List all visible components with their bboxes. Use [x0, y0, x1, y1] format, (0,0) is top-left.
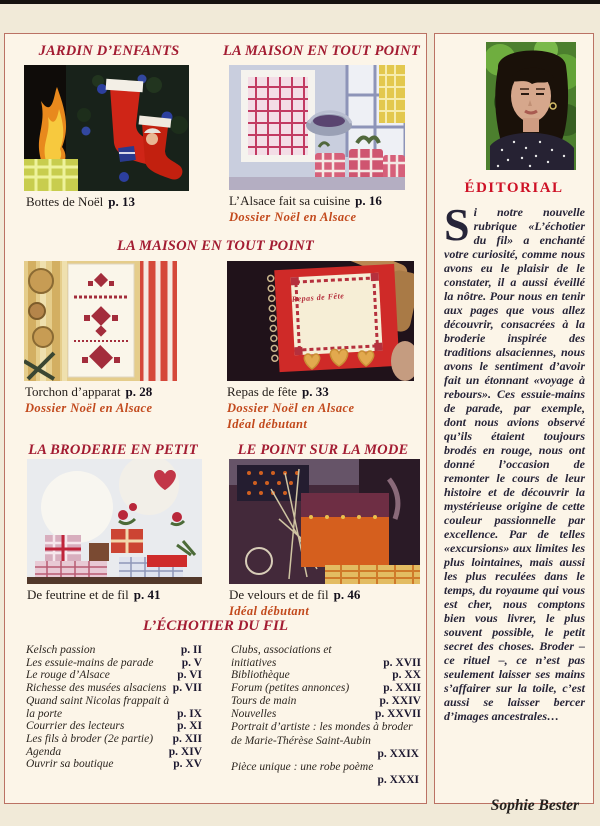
caption-page-number: p. 28	[125, 384, 153, 399]
caption-page-number: p. 13	[108, 194, 135, 209]
section-header-point-sur-la-mode: LE POINT SUR LA MODE	[237, 442, 409, 458]
echotier-list-right	[231, 644, 421, 787]
caption-label: De velours et de fil	[229, 587, 329, 602]
item-label: Le rouge d’Alsace	[26, 669, 110, 682]
item-label: Forum (petites annonces)	[231, 682, 350, 695]
item-page: p. XIV	[168, 745, 202, 758]
caption-label: Bottes de Noël	[26, 194, 104, 209]
list-item	[26, 746, 202, 759]
photo-velvet-bags	[229, 459, 420, 584]
caption-page-number: p. 33	[302, 384, 329, 399]
caption-repas-de-fete	[227, 384, 329, 400]
list-item	[231, 760, 421, 786]
item-page: p. XV	[173, 758, 202, 771]
photo-torchon-apparat	[24, 261, 177, 381]
photo-christmas-stockings	[24, 65, 189, 191]
list-item	[231, 708, 421, 721]
list-item	[231, 720, 421, 760]
item-page: p. XII	[172, 732, 202, 745]
caption-label: De feutrine et de fil	[27, 587, 129, 602]
editorial-text: i notre nouvelle rubrique «L’échotier du fil» a enchanté votre curiosité, comme nous avons eu le plaisir de le constater, il a aussi éveillé la nôtre. Pour nous en tenir aux pages que vous allez découvrir, consacrées à la broderie inspirée des traditions alsaciennes, nous avons le sentiment d’avoir fait un étonnant «voyage à rebours». Ces essuie-mains de parade, par exemple, dont nous avions observé qu’ils étaient toujours brodés en rouge, nous ont donné l’occasion de remonter le cours de leur histoire et de découvrir la mystérieuse origine de cette couleur passionnelle par excellence. Par de telles «excursions» aux limites les plus lointaines, mais aussi les plus reculées dans le temps, du royaume qui vous est cher, nous comptons bien vous livrer, le plus souvent possible, le petit secret des choses. Broder – ce rituel –, ce n’est pas seulement laisser ses mains s’affairer sur la toile, c’est aussi se laisser bercer d’images ancestrales…	[444, 205, 585, 723]
photo-editor-portrait	[486, 42, 576, 170]
alsace-kitchen-illustration	[229, 65, 405, 190]
item-label: Quand saint Nicolas frappait à la porte	[26, 694, 170, 720]
list-item	[26, 758, 202, 771]
item-page: p. VII	[172, 682, 202, 695]
editorial-title: ÉDITORIAL	[464, 180, 564, 196]
section-header-echotier-du-fil: L’ÉCHOTIER DU FIL	[142, 618, 289, 634]
caption-torchon	[25, 384, 152, 400]
caption-label: Torchon d’apparat	[25, 384, 121, 399]
list-item	[231, 695, 421, 708]
festive-meal-book-illustration	[227, 261, 414, 381]
list-item	[26, 657, 202, 670]
section-header-maison-tout-point-2: LA MAISON EN TOUT POINT	[117, 238, 314, 254]
toc-panel	[4, 33, 427, 804]
editorial-signature: Sophie Bester	[490, 797, 579, 814]
editor-portrait-illustration	[486, 42, 576, 170]
item-label: Agenda	[26, 745, 62, 758]
item-page: p. XX	[392, 669, 421, 682]
felt-and-thread-illustration	[27, 459, 202, 584]
item-label: Nouvelles	[231, 707, 277, 720]
item-label: Pièce unique : une robe poème	[231, 761, 374, 774]
caption-velours	[229, 587, 360, 603]
list-item	[26, 733, 202, 746]
velvet-fashion-illustration	[229, 459, 420, 584]
photo-repas-de-fete-book	[227, 261, 414, 381]
section-header-maison-tout-point-1: LA MAISON EN TOUT POINT	[223, 43, 420, 59]
photo-embroidered-title: Repas de Fête	[291, 291, 345, 304]
caption-page-number: p. 46	[333, 587, 361, 602]
item-label: Les essuie-mains de parade	[26, 656, 154, 669]
editorial-panel	[434, 33, 594, 814]
item-label: Bibliothèque	[231, 669, 290, 682]
item-page: p. V	[181, 656, 202, 669]
item-page: p. IX	[177, 707, 202, 720]
item-page: p. XVII	[383, 656, 421, 669]
item-label: Tours de main	[231, 694, 297, 707]
editorial-body	[444, 199, 585, 723]
section-header-jardin-denfants: JARDIN D’ENFANTS	[38, 43, 180, 59]
caption-bottes-de-noel	[26, 194, 135, 210]
item-label: Ouvrir sa boutique	[26, 758, 114, 771]
embroidered-towel-illustration	[24, 261, 177, 381]
caption-label: L’Alsace fait sa cuisine	[229, 193, 351, 208]
item-page: p. XXII	[383, 682, 421, 695]
item-page: p. XXIV	[379, 694, 421, 707]
caption-alsace-cuisine	[229, 193, 382, 209]
caption-label: Repas de fête	[227, 384, 298, 399]
list-item	[26, 682, 202, 695]
editorial-dropcap: S	[444, 199, 470, 250]
caption-page-number: p. 41	[133, 587, 161, 602]
tag-dossier-noel-alsace: Dossier Noël en Alsace	[227, 401, 355, 415]
list-item	[231, 682, 421, 695]
list-item	[231, 644, 421, 669]
caption-feutrine	[27, 587, 161, 603]
item-label: Les fils à broder (2e partie)	[26, 732, 154, 745]
section-header-broderie-en-petit: LA BRODERIE EN PETIT	[28, 442, 198, 458]
tag-dossier-noel-alsace: Dossier Noël en Alsace	[25, 401, 153, 415]
tag-ideal-debutant: Idéal débutant	[229, 604, 310, 618]
item-page: p. VI	[177, 669, 202, 682]
item-label: Kelsch passion	[26, 644, 96, 656]
item-page: p. XI	[177, 720, 202, 733]
scan-top-edge	[0, 0, 600, 4]
tag-dossier-noel-alsace: Dossier Noël en Alsace	[229, 210, 357, 224]
photo-feutrine-crafts	[27, 459, 202, 584]
christmas-stockings-illustration	[24, 65, 189, 191]
list-item	[26, 669, 202, 682]
list-item	[26, 695, 202, 720]
item-page: p. XXVII	[374, 707, 421, 720]
list-item	[26, 720, 202, 733]
list-item	[231, 669, 421, 682]
item-label: Richesse des musées alsaciens	[26, 682, 167, 695]
photo-alsace-kitchen-sampler	[229, 65, 405, 190]
tag-ideal-debutant: Idéal débutant	[227, 417, 308, 431]
item-label: Portrait d’artiste : les mondes à broder de Marie-Thérèse Saint-Aubin	[231, 721, 413, 747]
item-page: p. XXXI	[377, 774, 419, 787]
list-item	[26, 644, 202, 657]
item-label: Courrier des lecteurs	[26, 720, 125, 733]
echotier-list-left	[26, 644, 202, 771]
caption-page-number: p. 16	[355, 193, 382, 208]
item-page: p. II	[180, 644, 202, 656]
item-label: Clubs, associations et initiatives	[231, 644, 332, 669]
item-page: p. XXIX	[377, 747, 419, 760]
